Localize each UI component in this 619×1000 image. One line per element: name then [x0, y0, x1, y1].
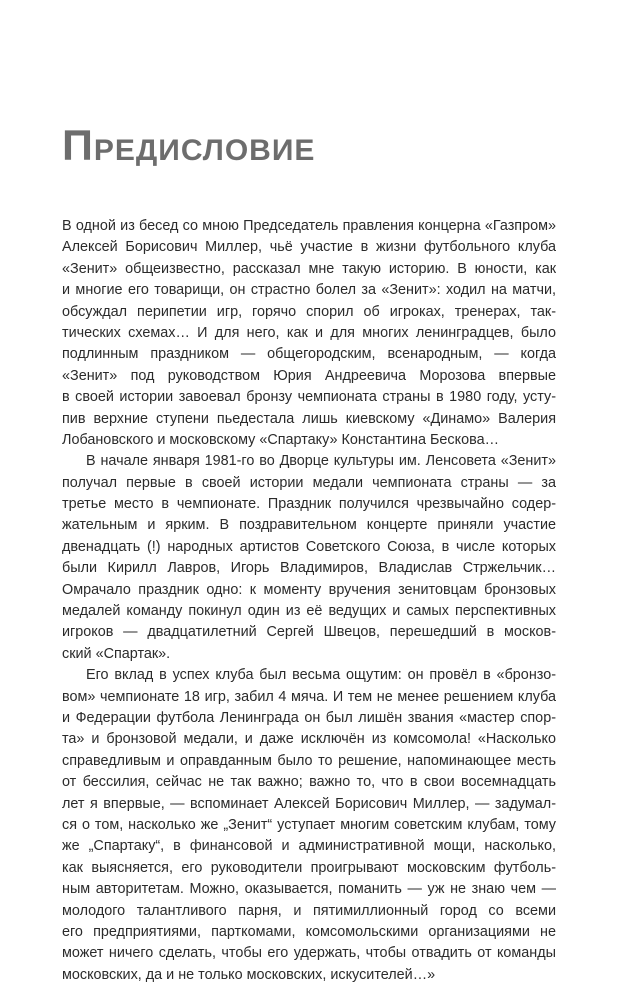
- text-line: лет я впервые, — вспоминает Алексей Борисович Миллер, — задумал-: [62, 795, 556, 812]
- text-line: может ничего сделать, чтобы его удержать, чтобы отвадить от команды: [62, 945, 556, 962]
- text-line: В начале января 1981-го во Дворце культуры им. Ленсовета «Зенит»: [86, 453, 556, 470]
- body-text: [62, 216, 556, 986]
- text-line: от бессилия, сейчас не так важно; важно то, что в свои восемнадцать: [62, 774, 556, 791]
- text-line: подлинным праздником — общегородским, всенародным, — когда: [62, 346, 556, 363]
- text-line: двенадцать (!) народных артистов Советского Союза, в числе которых: [62, 538, 556, 555]
- text-line: В одной из бесед со мною Председатель правления концерна «Газпром»: [62, 218, 556, 234]
- text-line: вом» чемпионате 18 игр, забил 4 мяча. И тем не менее решением клуба: [62, 688, 556, 705]
- text-line: молодого талантливого парня, и пятимиллионный город со всеми: [62, 902, 556, 919]
- text-line: и Федерации футбола Ленинграда он был лишён звания «мастер спор-: [62, 709, 556, 726]
- text-line: жательным и ярким. В поздравительном концерте приняли участие: [62, 517, 556, 534]
- text-line: и многие его товарищи, он страстно болел за «Зенит»: ходил на матчи,: [62, 282, 556, 299]
- text-line: та» и бронзовой медали, и даже исключён из комсомола! «Насколько: [62, 731, 556, 748]
- text-line: его предприятиями, парткомами, комсомольскими организациями не: [62, 923, 556, 940]
- text-line: в своей истории завоевал бронзу чемпионата страны в 1980 году, усту-: [62, 389, 556, 406]
- text-line: третье место в чемпионате. Праздник получился чрезвычайно содер-: [62, 496, 556, 513]
- text-line: Его вклад в успех клуба был весьма ощутим: он провёл в «бронзо-: [86, 667, 556, 684]
- text-line: пив верхние ступени пьедестала лишь киевскому «Динамо» Валерия: [62, 410, 556, 427]
- text-line: как выясняется, его руководители проигрывают московским футболь-: [62, 859, 556, 876]
- text-line: «Зенит» под руководством Юрия Андреевича Морозова впервые: [62, 367, 556, 384]
- text-line: ся о том, насколько же „Зенит“ уступает многим советским клубам, тому: [62, 816, 556, 833]
- text-line: были Кирилл Лавров, Игорь Владимиров, Владислав Стржельчик…: [62, 560, 556, 577]
- text-line: тических схемах… И для него, как и для многих ленинградцев, было: [62, 324, 556, 341]
- page-title: Предисловие: [62, 122, 316, 170]
- text-line: Лобановского и московскому «Спартаку» Константина Бескова…: [62, 431, 499, 448]
- text-line: игроков — двадцатилетний Сергей Швецов, перешедший в москов-: [62, 624, 556, 641]
- text-line: Омрачало праздник одно: к моменту вручения зенитовцам бронзовых: [62, 581, 556, 598]
- text-line: ский «Спартак».: [62, 645, 171, 662]
- text-line: обсуждал перипетии игр, горячо спорил об игроках, тренерах, так-: [62, 303, 556, 320]
- text-line: Алексей Борисович Миллер, чьё участие в жизни футбольного клуба: [62, 239, 556, 256]
- text-line: получал первые в своей истории медали чемпионата страны — за: [62, 474, 556, 491]
- text-line: же „Спартаку“, в финансовой и административной мощи, насколько,: [62, 838, 556, 855]
- text-line: ным авторитетам. Можно, оказывается, поманить — уж не знаю чем —: [62, 881, 556, 898]
- text-line: медалей команду покинул один из её ведущих и самых перспективных: [62, 603, 556, 620]
- text-line: справедливым и оправданным было то решение, напоминающее месть: [62, 752, 556, 769]
- text-line: московских, да и не только московских, искусителей…»: [62, 966, 436, 983]
- text-line: «Зенит» общеизвестно, рассказал мне такую историю. В юности, как: [62, 260, 556, 277]
